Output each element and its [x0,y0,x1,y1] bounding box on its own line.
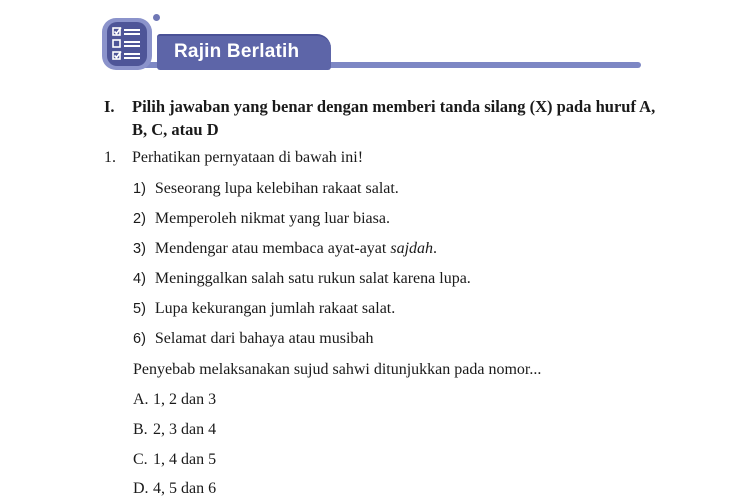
question-prompt: Penyebab melaksanakan sujud sahwi ditunjukkan pada nomor... [133,361,542,378]
decorative-dot [153,14,160,21]
statement-text: Meninggalkan salah satu rukun salat karena lupa. [154,270,471,287]
checklist-icon-frame [102,18,152,70]
statement-number: 4) [133,271,146,287]
statement-item [133,180,399,198]
statement-punctuation: . [433,240,438,257]
statement-italic-term: sajdah [390,240,434,257]
statement-item [133,300,395,318]
option-letter: C. [133,451,148,468]
statement-text: Mendengar atau membaca ayat-ayat [154,240,391,257]
section-instruction-text: Pilih jawaban yang benar dengan memberi tanda silang (X) pada huruf A, B, C, atau D [132,97,656,139]
option-letter: A. [133,391,149,408]
statement-text: Seseorang lupa kelebihan rakaat salat. [154,180,399,197]
answer-option[interactable] [133,421,216,439]
option-text: 4, 5 dan 6 [153,480,217,497]
checklist-icon-bg [107,22,147,66]
statement-item [133,240,437,258]
statement-number: 5) [133,301,146,317]
section-number: I. [104,97,115,116]
statement-text: Lupa kekurangan jumlah rakaat salat. [154,300,396,317]
option-text: 2, 3 dan 4 [153,421,217,438]
question-number: 1. [104,149,116,166]
statement-text: Memperoleh nikmat yang luar biasa. [154,210,390,227]
option-letter: D. [133,480,149,497]
statement-number: 3) [133,241,146,257]
answer-option[interactable] [133,480,216,498]
checklist-icon [112,26,142,62]
title-badge [157,34,331,70]
section-title: Rajin Berlatih [174,41,300,62]
statement-number: 2) [133,211,146,227]
question-text: Perhatikan pernyataan di bawah ini! [132,149,364,166]
answer-option[interactable] [133,391,216,409]
answer-option[interactable] [133,451,216,469]
statement-item [133,270,471,288]
statement-number: 6) [133,331,146,347]
statement-text: Selamat dari bahaya atau musibah [154,330,374,347]
statement-number: 1) [133,181,146,197]
section-instructions [104,95,664,141]
statement-item [133,330,374,348]
option-text: 1, 2 dan 3 [153,391,217,408]
option-text: 1, 4 dan 5 [153,451,217,468]
section-header [102,12,642,72]
option-letter: B. [133,421,148,438]
statement-item [133,210,390,228]
